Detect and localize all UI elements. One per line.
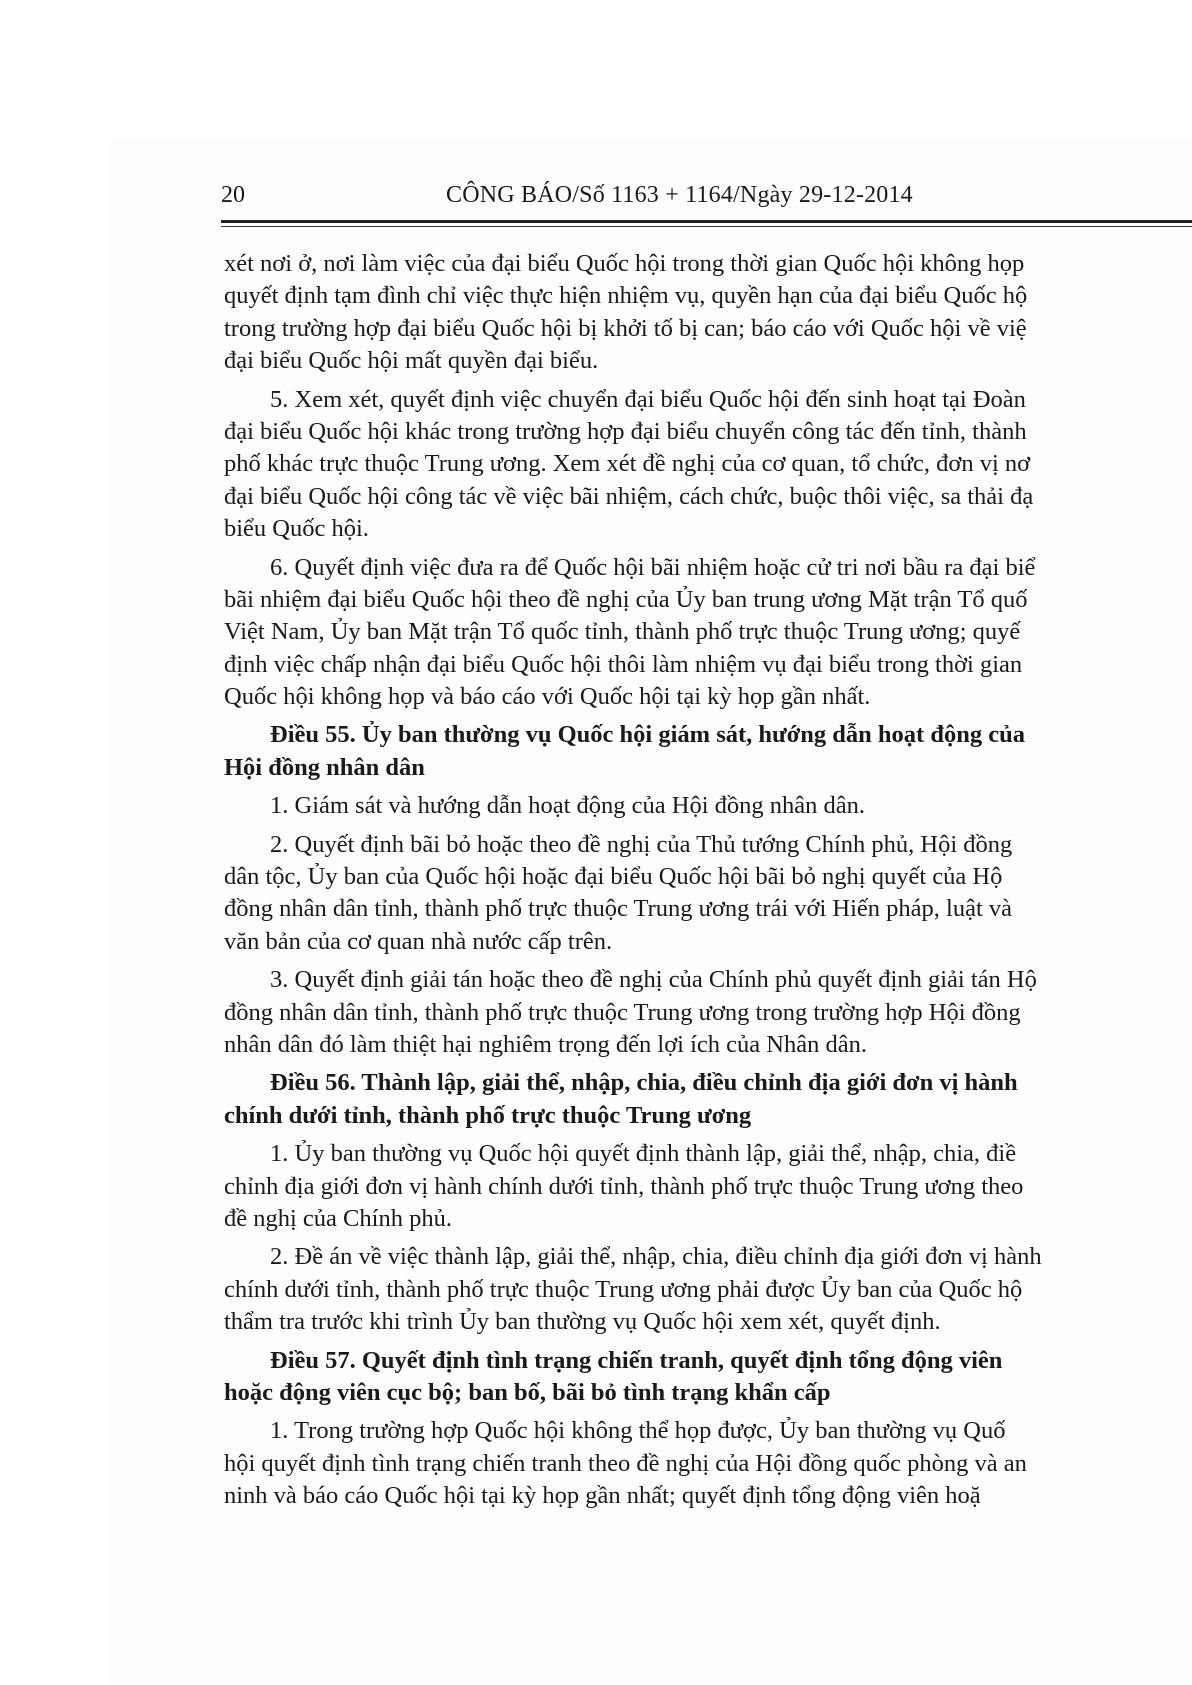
text-line: đề nghị của Chính phủ. bbox=[224, 1204, 452, 1232]
text-line: 2. Đề án về việc thành lập, giải thể, nhập, chia, điều chỉnh địa giới đơn vị hành bbox=[270, 1243, 1042, 1271]
text-line: 6. Quyết định việc đưa ra để Quốc hội bãi nhiệm hoặc cử tri nơi bầu ra đại biể bbox=[270, 553, 1036, 581]
text-line: văn bản của cơ quan nhà nước cấp trên. bbox=[224, 927, 613, 955]
text-line: 5. Xem xét, quyết định việc chuyển đại biểu Quốc hội đến sinh hoạt tại Đoàn bbox=[270, 385, 1026, 413]
text-line: 1. Ủy ban thường vụ Quốc hội quyết định thành lập, giải thể, nhập, chia, điề bbox=[270, 1140, 1017, 1168]
text-line: xét nơi ở, nơi làm việc của đại biểu Quốc hội trong thời gian Quốc hội không họp bbox=[224, 250, 1025, 277]
text-line: 1. Trong trường hợp Quốc hội không thể họp được, Ủy ban thường vụ Quố bbox=[270, 1417, 1006, 1445]
text-line: chính dưới tỉnh, thành phố trực thuộc Trung ương bbox=[224, 1101, 752, 1129]
article-heading bbox=[224, 719, 1192, 784]
text-line: 2. Quyết định bãi bỏ hoặc theo đề nghị của Thủ tướng Chính phủ, Hội đồng bbox=[270, 830, 1013, 858]
text-line: ninh và báo cáo Quốc hội tại kỳ họp gần nhất; quyết định tổng động viên hoặ bbox=[224, 1482, 981, 1510]
text-line: Hội đồng nhân dân bbox=[224, 753, 425, 781]
text-line: đại biểu Quốc hội công tác về việc bãi nhiệm, cách chức, buộc thôi việc, sa thải đạ bbox=[224, 482, 1034, 510]
article-heading bbox=[224, 1345, 1192, 1410]
paragraph bbox=[224, 829, 1192, 959]
paragraph bbox=[224, 964, 1192, 1061]
text-line: đại biểu Quốc hội mất quyền đại biểu. bbox=[224, 347, 599, 375]
text-line: đồng nhân dân tỉnh, thành phố trực thuộc Trung ương trái với Hiến pháp, luật và bbox=[224, 895, 1013, 923]
paragraph bbox=[224, 248, 1192, 378]
text-line: Việt Nam, Ủy ban Mặt trận Tổ quốc tỉnh, thành phố trực thuộc Trung ương; quyế bbox=[224, 618, 1021, 646]
page-number: 20 bbox=[221, 182, 245, 208]
text-line: Điều 55. Ủy ban thường vụ Quốc hội giám sát, hướng dẫn hoạt động của bbox=[270, 721, 1025, 749]
text-line: quyết định tạm đình chỉ việc thực hiện nhiệm vụ, quyền hạn của đại biểu Quốc hộ bbox=[224, 282, 1028, 310]
text-line: trong trường hợp đại biểu Quốc hội bị khởi tố bị can; báo cáo với Quốc hội về việ bbox=[224, 314, 1027, 342]
text-line: 3. Quyết định giải tán hoặc theo đề nghị của Chính phủ quyết định giải tán Hộ bbox=[270, 966, 1037, 994]
header-rule-thick bbox=[221, 220, 1192, 223]
text-line: dân tộc, Ủy ban của Quốc hội hoặc đại biểu Quốc hội bãi bỏ nghị quyết của Hộ bbox=[224, 863, 1003, 891]
text-line: Điều 56. Thành lập, giải thể, nhập, chia, điều chỉnh địa giới đơn vị hành bbox=[270, 1069, 1018, 1097]
paragraph bbox=[224, 384, 1192, 546]
page-header bbox=[221, 182, 1183, 216]
text-line: đồng nhân dân tỉnh, thành phố trực thuộc Trung ương trong trường hợp Hội đồng bbox=[224, 998, 1021, 1026]
text-line: bãi nhiệm đại biểu Quốc hội theo đề nghị của Ủy ban trung ương Mặt trận Tổ quố bbox=[224, 585, 1028, 613]
text-line: Quốc hội không họp và báo cáo với Quốc hội tại kỳ họp gần nhất. bbox=[224, 683, 871, 711]
text-line: 1. Giám sát và hướng dẫn hoạt động của Hội đồng nhân dân. bbox=[270, 792, 866, 820]
text-line: đại biểu Quốc hội khác trong trường hợp đại biểu chuyển công tác đến tỉnh, thành bbox=[224, 417, 1027, 445]
article-heading bbox=[224, 1067, 1192, 1132]
text-line: phố khác trực thuộc Trung ương. Xem xét đề nghị của cơ quan, tổ chức, đơn vị nơ bbox=[224, 450, 1031, 478]
document-body bbox=[224, 248, 1192, 1648]
text-line: thẩm tra trước khi trình Ủy ban thường vụ Quốc hội xem xét, quyết định. bbox=[224, 1308, 941, 1336]
paragraph bbox=[224, 552, 1192, 714]
text-line: chính dưới tỉnh, thành phố trực thuộc Trung ương phải được Ủy ban của Quốc hộ bbox=[224, 1275, 1023, 1303]
paragraph bbox=[224, 1415, 1192, 1512]
paragraph bbox=[224, 790, 1192, 822]
text-line: chỉnh địa giới đơn vị hành chính dưới tỉnh, thành phố trực thuộc Trung ương theo bbox=[224, 1172, 1024, 1200]
text-line: hoặc động viên cục bộ; ban bố, bãi bỏ tình trạng khẩn cấp bbox=[224, 1378, 831, 1406]
header-rule-thin bbox=[221, 226, 1192, 227]
paragraph bbox=[224, 1138, 1192, 1235]
text-line: định việc chấp nhận đại biểu Quốc hội thôi làm nhiệm vụ đại biểu trong thời gian bbox=[224, 650, 1023, 678]
text-line: biểu Quốc hội. bbox=[224, 515, 369, 543]
text-line: Điều 57. Quyết định tình trạng chiến tranh, quyết định tổng động viên bbox=[270, 1346, 1003, 1374]
paragraph bbox=[224, 1241, 1192, 1338]
text-line: hội quyết định tình trạng chiến tranh theo đề nghị của Hội đồng quốc phòng và an bbox=[224, 1449, 1027, 1477]
text-line: nhân dân đó làm thiệt hại nghiêm trọng đến lợi ích của Nhân dân. bbox=[224, 1030, 867, 1058]
running-title: CÔNG BÁO/Số 1163 + 1164/Ngày 29-12-2014 bbox=[446, 182, 913, 208]
